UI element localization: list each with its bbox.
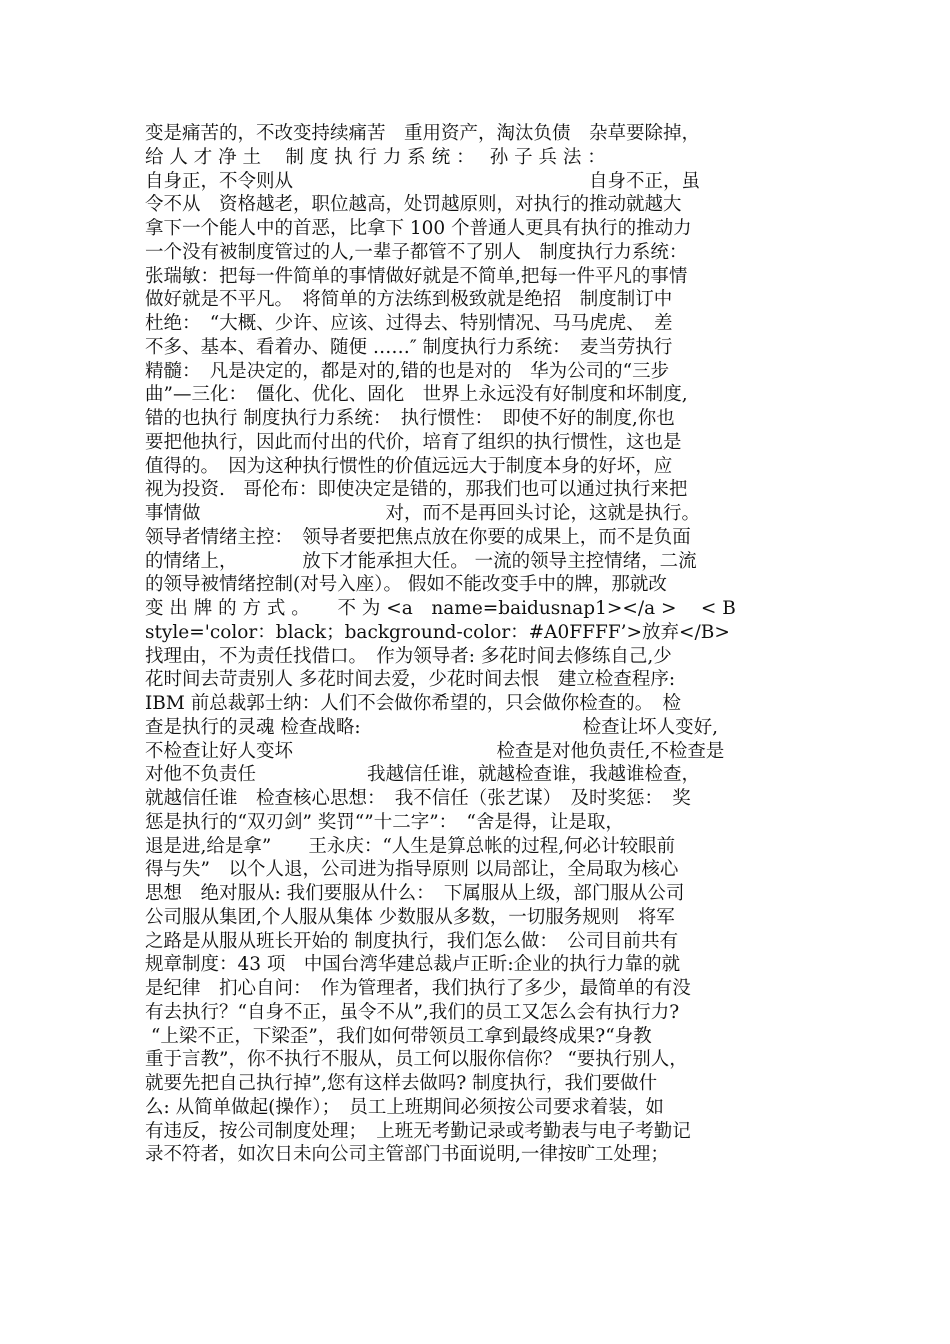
text-line: 张瑞敏：把每一件简单的事情做好就是不简单,把每一件平凡的事情 bbox=[145, 265, 688, 287]
text-line: 曲”—三化： 僵化、优化、固化 世界上永远没有好制度和坏制度, bbox=[145, 384, 688, 406]
text-line: 之路是从服从班长开始的 制度执行，我们怎么做： 公司目前共有 bbox=[145, 930, 679, 952]
text-line: 事情做 对，而不是再回头讨论，这就是执行。 bbox=[145, 503, 701, 524]
text-line: 就要先把自己执行掉”,您有这样去做吗? 制度执行，我们要做什 bbox=[145, 1073, 658, 1094]
text-line: 做好就是不平凡。 将简单的方法练到极致就是绝招 制度制订中 bbox=[145, 289, 673, 311]
text-line: 令不从 资格越老，职位越高，处罚越原则，对执行的推动就越大 bbox=[145, 194, 682, 216]
text-line: 规章制度：43 项 中国台湾华建总裁卢正昕:企业的执行力靠的就 bbox=[145, 954, 681, 976]
text-line: 有去执行？“自身不正，虽令不从”,我们的员工又怎么会有执行力? bbox=[145, 1001, 680, 1023]
text-line: 变 出 牌 的 方 式 。 不 为 <a name=baidusnap1></a > < B bbox=[145, 598, 736, 619]
text-line: 录不符者，如次日未向公司主管部门书面说明,一律按旷工处理； bbox=[145, 1144, 669, 1166]
text-line: 惩是执行的“双刃剑” 奖罚“”十二字”： “舍是得，让是取， bbox=[145, 811, 624, 833]
text-line: 的情绪上， 放下才能承担大任。 一流的领导主控情绪，二流 bbox=[145, 550, 697, 572]
text-line: 对他不负责任 我越信任谁，就越检查谁，我越谁检查， bbox=[145, 764, 701, 786]
text-line: 查是执行的灵魂 检查战略: 检查让坏人变好, bbox=[145, 716, 718, 738]
text-line: 一个没有被制度管过的人,一辈子都管不了别人 制度执行力系统： bbox=[145, 241, 688, 263]
text-line: 就越信任谁 检查核心思想： 我不信任（张艺谋） 及时奖惩： 奖 bbox=[145, 788, 691, 809]
text-line: 有违反，按公司制度处理； 上班无考勤记录或考勤表与电子考勤记 bbox=[145, 1120, 691, 1142]
text-line: “上梁不正，下梁歪”，我们如何带领员工拿到最终成果?“身教 bbox=[145, 1025, 652, 1047]
text-line: IBM 前总裁郭士纳：人们不会做你希望的，只会做你检查的。 检 bbox=[145, 693, 681, 714]
text-line: 精髓： 凡是决定的，都是对的,错的也是对的 华为公司的“三步 bbox=[145, 360, 670, 382]
body-text bbox=[145, 122, 815, 1167]
text-line: 的领导被情绪控制(对号入座）。 假如不能改变手中的牌，那就改 bbox=[145, 574, 667, 596]
text-line: 找理由，不为责任找借口。 作为领导者: 多花时间去修练自己,少 bbox=[145, 645, 672, 667]
text-line: 重于言教”，你不执行不服从，员工何以服你信你？ “要执行别人， bbox=[145, 1049, 688, 1071]
text-line: 得与失” 以个人退，公司进为指导原则 以局部让，全局取为核心 bbox=[145, 859, 679, 881]
text-line: 杜绝： “大概、少许、应该、过得去、特别情况、马马虎虎、 差 bbox=[145, 313, 673, 334]
text-line: 退是进,给是拿” 王永庆：“人生是算总帐的过程,何必计较眼前 bbox=[145, 835, 676, 857]
text-line: 自身正，不令则从 自身不正，虽 bbox=[145, 170, 701, 192]
text-line: 视为投资. 哥伦布：即使决定是错的，那我们也可以通过执行来把 bbox=[145, 479, 688, 501]
text-line: style='color：black；background-color：#A0FFFF’>放弃</B> bbox=[145, 621, 730, 643]
text-line: 领导者情绪主控： 领导者要把焦点放在你要的成果上，而不是负面 bbox=[145, 526, 691, 548]
text-line: 不检查让好人变坏 检查是对他负责任,不检查是 bbox=[145, 740, 725, 762]
text-line: 公司服从集团,个人服从集体 少数服从多数，一切服务规则 将军 bbox=[145, 906, 675, 928]
text-line: 变是痛苦的，不改变持续痛苦 重用资产，淘汰负债 杂草要除掉， bbox=[145, 123, 701, 144]
text-line: 么: 从简单做起(操作）； 员工上班期间必须按公司要求着装，如 bbox=[145, 1096, 664, 1118]
text-line: 是纪律 扪心自问： 作为管理者，我们执行了多少，最简单的有没 bbox=[145, 978, 691, 999]
text-line: 值得的。 因为这种执行惯性的价值远远大于制度本身的好坏，应 bbox=[145, 455, 673, 477]
text-line: 拿下一个能人中的首恶，比拿下 100 个普通人更具有执行的推动力 bbox=[145, 218, 692, 239]
text-line: 错的也执行 制度执行力系统： 执行惯性： 即使不好的制度,你也 bbox=[145, 408, 675, 429]
text-line: 要把他执行，因此而付出的代价，培育了组织的执行惯性，这也是 bbox=[145, 431, 682, 453]
text-line: 不多、基本、看着办、随便 ……″ 制度执行力系统： 麦当劳执行 bbox=[145, 336, 673, 358]
text-line: 思想 绝对服从: 我们要服从什么： 下属服从上级，部门服从公司 bbox=[145, 883, 685, 904]
text-line: 花时间去苛责别人 多花时间去爱，少花时间去恨 建立检查程序: bbox=[145, 669, 676, 691]
text-line: 给 人 才 净 土 制 度 执 行 力 系 统 ： 孙 子 兵 法 ： bbox=[145, 146, 606, 168]
